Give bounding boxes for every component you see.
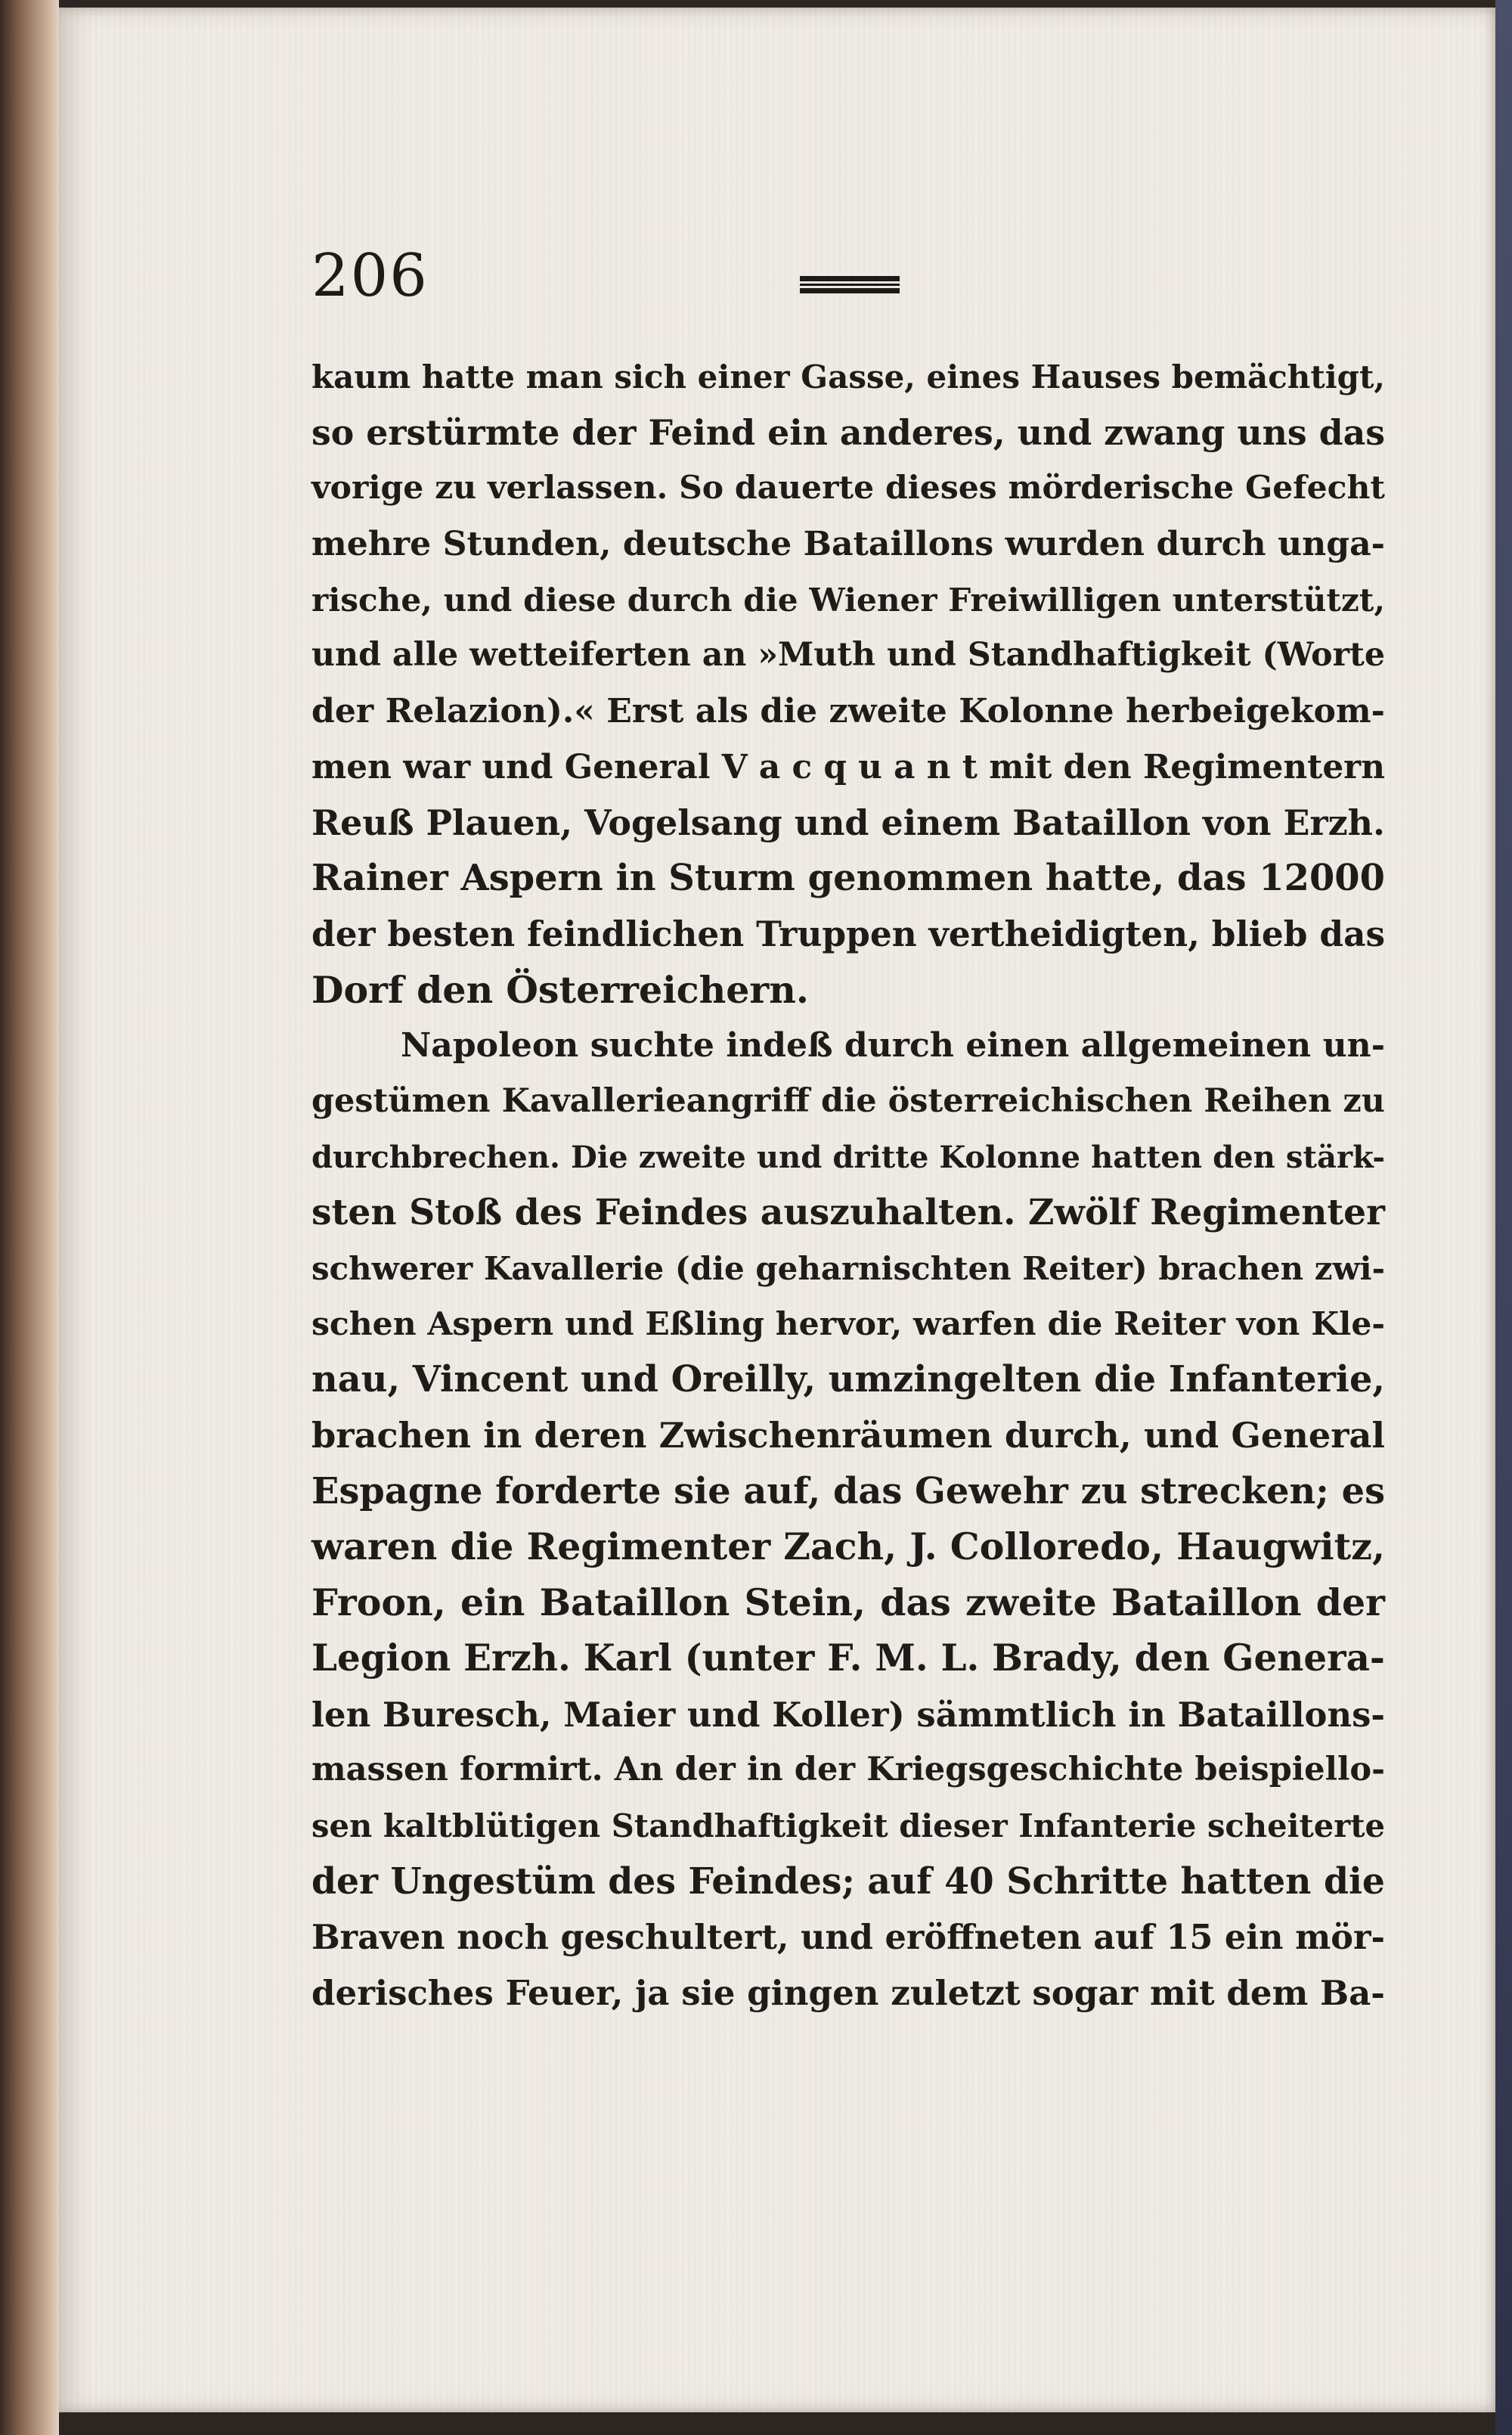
text-line: so erstürmte der Feind ein anderes, und zwang uns das [311, 411, 1385, 453]
page-number: 206 [311, 242, 429, 310]
text-line: durchbrechen. Die zweite und dritte Kolonne hatten den stärk- [311, 1139, 1385, 1175]
text-line: schwerer Kavallerie (die geharnischten Reiter) brachen zwi- [311, 1250, 1385, 1287]
text-line: massen formirt. An der in der Kriegsgeschichte beispiello- [311, 1751, 1385, 1789]
text-line: mehre Stunden, deutsche Bataillons wurden durch unga- [311, 525, 1385, 564]
text-line: Legion Erzh. Karl (unter F. M. L. Brady, den Genera- [311, 1636, 1385, 1680]
text-line: len Buresch, Maier und Koller) sämmtlich in Bataillons- [311, 1694, 1385, 1735]
text-line: men war und General V a c q u a n t mit den Regimentern [311, 747, 1385, 786]
text-line: vorige zu verlassen. So dauerte dieses mörderische Gefecht [311, 469, 1385, 507]
text-line: der besten feindlichen Truppen vertheidigten, blieb das [311, 913, 1385, 954]
text-line: sen kaltblütigen Standhaftigkeit dieser Infanterie scheiterte [311, 1807, 1385, 1844]
text-line: Reuß Plauen, Vogelsang und einem Bataillon von Erzh. [311, 802, 1385, 843]
text-line: rische, und diese durch die Wiener Freiwilligen unterstützt, [311, 580, 1385, 619]
text-line: und alle wetteiferten an »Muth und Standhaftigkeit (Worte [311, 636, 1385, 675]
paragraph-end-line: Dorf den Österreichern. [311, 967, 809, 1012]
text-line: gestümen Kavallerieangriff die österreichischen Reihen zu [311, 1081, 1385, 1120]
text-line: der Ungestüm des Feindes; auf 40 Schritte hatten die [311, 1860, 1385, 1903]
text-line: brachen in deren Zwischenräumen durch, und General [311, 1415, 1385, 1456]
header-rule-ornament [800, 276, 900, 294]
book-cover-edge [1495, 0, 1512, 2435]
text-line: der Relazion).« Erst als die zweite Kolonne herbeigekom- [311, 692, 1385, 731]
text-line: derisches Feuer, ja sie gingen zuletzt sogar mit dem Ba- [311, 1972, 1385, 2013]
text-line: Froon, ein Bataillon Stein, das zweite Bataillon der [311, 1580, 1385, 1625]
text-line: schen Aspern und Eßling hervor, warfen die Reiter von Kle- [311, 1304, 1385, 1343]
paragraph-start-line: Napoleon suchte indeß durch einen allgemeinen un- [401, 1026, 1385, 1066]
text-line: Espagne forderte sie auf, das Gewehr zu strecken; es [311, 1469, 1385, 1512]
text-line: nau, Vincent und Oreilly, umzingelten die Infanterie, [311, 1358, 1385, 1401]
text-line: Rainer Aspern in Sturm genommen hatte, das 12000 [311, 857, 1385, 900]
body-text [311, 349, 1385, 2021]
text-line: waren die Regimenter Zach, J. Colloredo, Haugwitz, [311, 1525, 1385, 1569]
text-line: kaum hatte man sich einer Gasse, eines Hauses bemächtigt, [311, 358, 1385, 395]
text-line: sten Stoß des Feindes auszuhalten. Zwölf Regimenter [311, 1192, 1385, 1234]
book-gutter-edge [0, 0, 59, 2435]
text-line: Braven noch geschultert, und eröffneten auf 15 ein mör- [311, 1917, 1385, 1958]
